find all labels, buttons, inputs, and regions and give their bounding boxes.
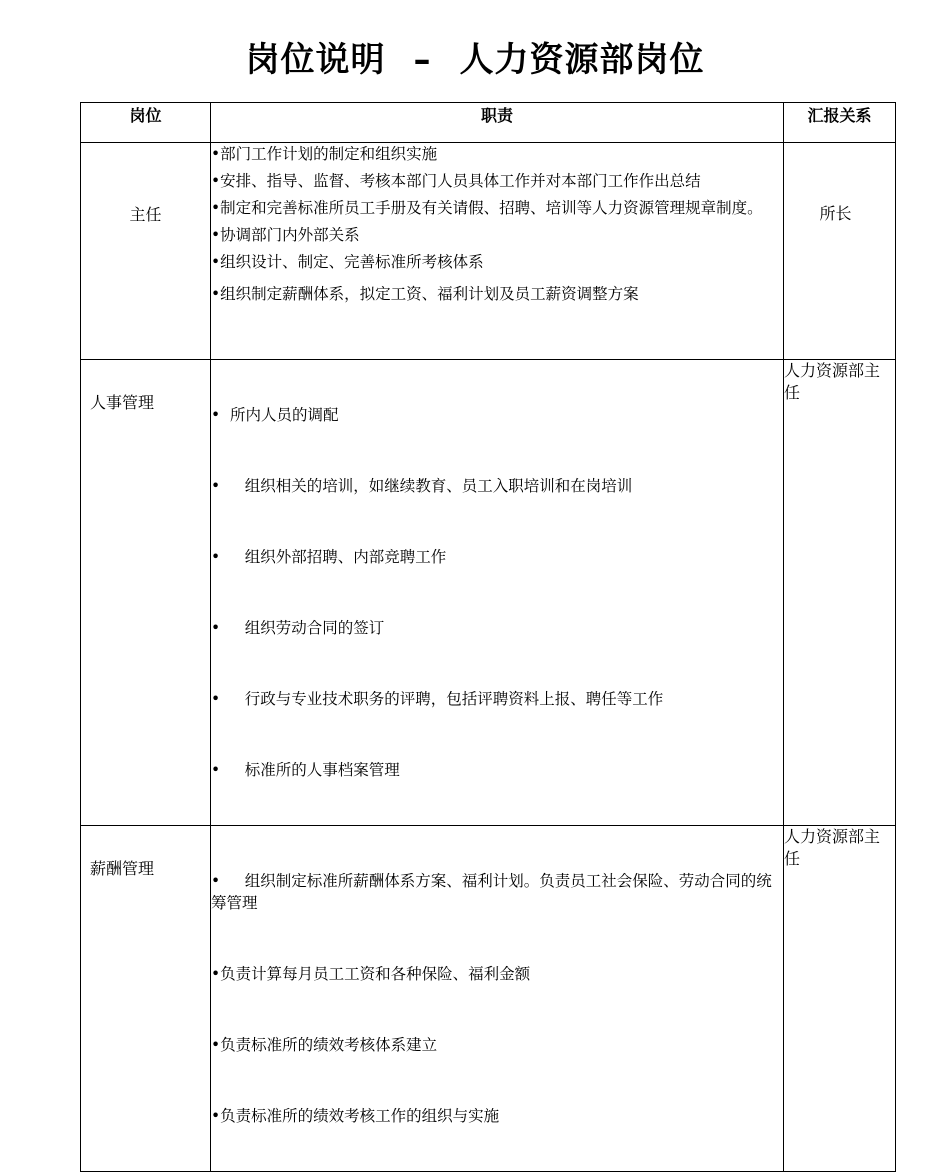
post-cell — [81, 143, 211, 360]
duty-item: •组织制定薪酬体系，拟定工资、福利计划及员工薪资调整方案 — [211, 285, 639, 303]
duty-item: •协调部门内外部关系 — [211, 226, 360, 244]
duties-cell — [211, 360, 784, 826]
duty-item: • 行政与专业技术职务的评聘，包括评聘资料上报、聘任等工作 — [211, 690, 664, 708]
title-right: 人力资源部岗位 — [459, 40, 705, 80]
duties-table — [80, 102, 896, 1172]
post-cell — [81, 360, 211, 826]
duties-cell — [211, 826, 784, 1172]
table-row — [81, 826, 896, 1172]
duty-item: •部门工作计划的制定和组织实施 — [211, 145, 438, 163]
post-cell — [81, 826, 211, 1172]
table-row — [81, 143, 896, 360]
report-cell — [784, 360, 896, 826]
report-to: 人力资源部主任 — [784, 361, 881, 402]
header-report: 汇报关系 — [784, 103, 896, 143]
title-separator: – — [413, 40, 432, 80]
report-cell — [784, 143, 896, 360]
table-row — [81, 360, 896, 826]
duty-item: • 组织制定标准所薪酬体系方案、福利计划。负责员工社会保险、劳动合同的统筹管理 — [211, 872, 772, 912]
header-post: 岗位 — [81, 103, 211, 143]
post-name: 人事管理 — [90, 393, 155, 412]
duty-item: •组织设计、制定、完善标准所考核体系 — [211, 253, 484, 271]
page-title — [0, 36, 950, 84]
duty-item: •制定和完善标准所员工手册及有关请假、招聘、培训等人力资源管理规章制度。 — [211, 199, 763, 217]
duties-cell — [211, 143, 784, 360]
duty-item: • 组织外部招聘、内部竞聘工作 — [211, 548, 447, 566]
post-name: 主任 — [129, 205, 162, 224]
duty-item: • 所内人员的调配 — [211, 406, 339, 424]
table-header-row — [81, 103, 896, 143]
header-duties: 职责 — [211, 103, 784, 143]
duty-item: • 组织劳动合同的签订 — [211, 619, 385, 637]
duty-item: • 组织相关的培训，如继续教育、员工入职培训和在岗培训 — [211, 477, 633, 495]
post-name: 薪酬管理 — [90, 859, 155, 878]
report-to: 所长 — [819, 204, 852, 223]
duty-item: •负责标准所的绩效考核体系建立 — [211, 1036, 438, 1054]
report-cell — [784, 826, 896, 1172]
duty-item: • 标准所的人事档案管理 — [211, 761, 400, 779]
duty-item: •安排、指导、监督、考核本部门人员具体工作并对本部门工作作出总结 — [211, 172, 701, 190]
report-to: 人力资源部主任 — [784, 827, 881, 868]
title-left: 岗位说明 — [245, 40, 386, 80]
duty-item: •负责计算每月员工工资和各种保险、福利金额 — [211, 965, 531, 983]
duty-item: •负责标准所的绩效考核工作的组织与实施 — [211, 1107, 500, 1125]
